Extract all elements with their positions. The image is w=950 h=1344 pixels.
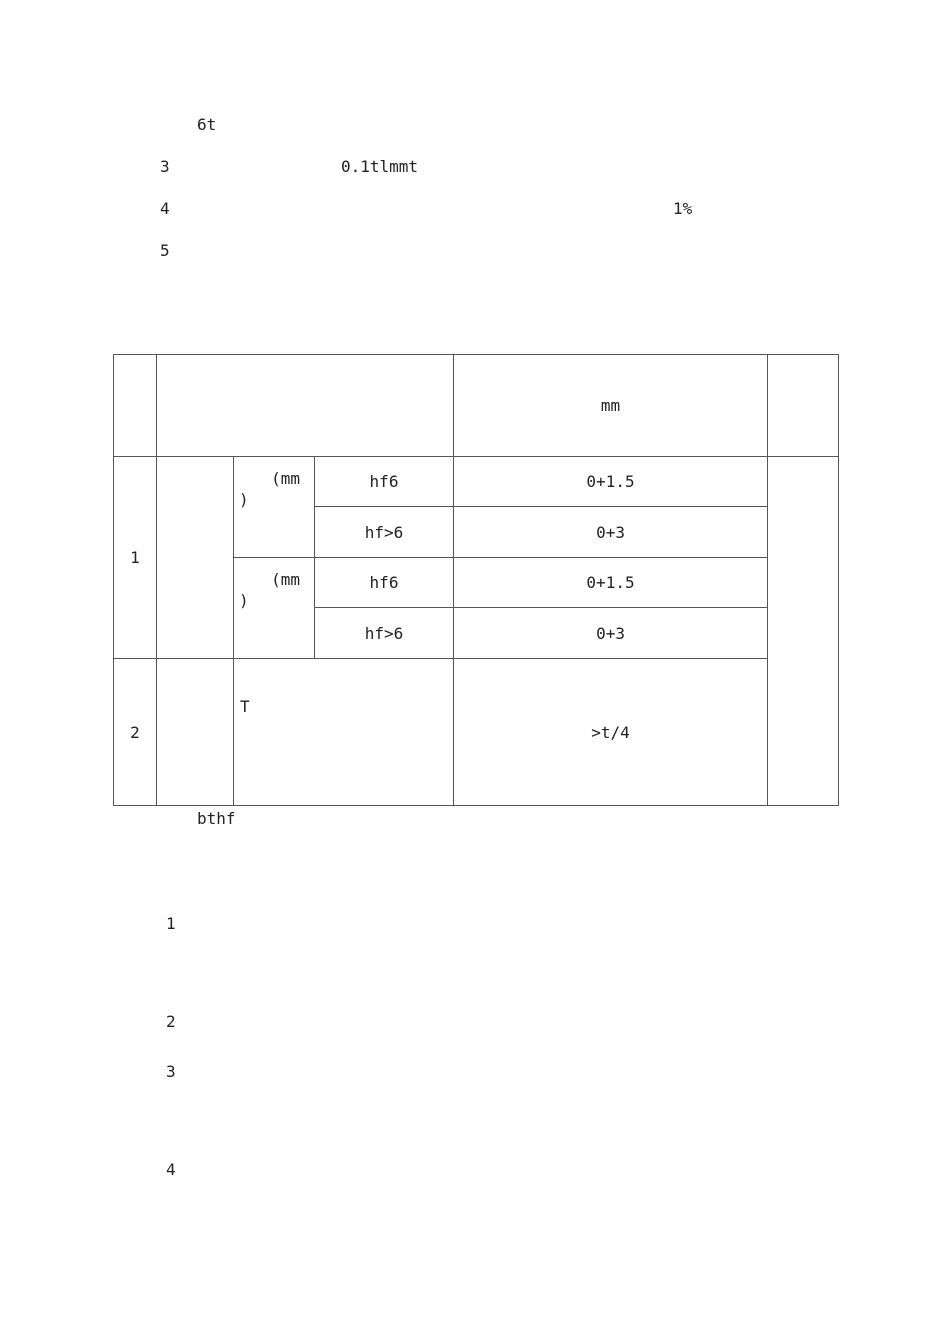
item-number-5: 5 <box>160 241 170 260</box>
header-cell-note <box>768 355 839 457</box>
row-1-item-cell <box>157 457 234 659</box>
item-number-3: 3 <box>160 157 170 176</box>
tolerance-cell: >t/4 <box>454 659 768 806</box>
row-2-label-cell <box>234 659 454 806</box>
table-row <box>114 659 839 806</box>
unit-mm-open: (mm <box>271 570 300 589</box>
table-header-row <box>114 355 839 457</box>
header-cell-no <box>114 355 157 457</box>
unit-mm-open: (mm <box>271 469 300 488</box>
row-2-item-cell <box>157 659 234 806</box>
header-cell-item <box>157 355 454 457</box>
condition-cell: hf>6 <box>315 507 454 558</box>
row-1-group-b <box>234 558 315 659</box>
line-6t: 6t <box>197 115 217 134</box>
unit-mm-close: ) <box>239 490 249 509</box>
tolerance-cell: 0+1.5 <box>454 558 768 608</box>
note-cell <box>768 457 839 806</box>
item-4-value: 1% <box>673 199 693 218</box>
header-cell-unit: mm <box>454 355 768 457</box>
list-number-1: 1 <box>166 914 176 933</box>
row-number-1: 1 <box>114 457 157 659</box>
row-number-2: 2 <box>114 659 157 806</box>
tolerance-cell: 0+1.5 <box>454 457 768 507</box>
tolerance-cell: 0+3 <box>454 507 768 558</box>
item-3-value: 0.1tlmmt <box>341 157 419 176</box>
item-number-4: 4 <box>160 199 170 218</box>
list-number-2: 2 <box>166 1012 176 1031</box>
unit-mm-close: ) <box>239 591 249 610</box>
condition-cell: hf6 <box>315 457 454 507</box>
tolerance-cell: 0+3 <box>454 608 768 659</box>
row-2-label: T <box>240 697 250 716</box>
condition-cell: hf6 <box>315 558 454 608</box>
table-caption: bthf <box>197 809 236 828</box>
condition-cell: hf>6 <box>315 608 454 659</box>
row-1-group-a <box>234 457 315 558</box>
list-number-3: 3 <box>166 1062 176 1081</box>
table-row <box>114 457 839 507</box>
list-number-4: 4 <box>166 1160 176 1179</box>
tolerance-table <box>113 354 839 806</box>
